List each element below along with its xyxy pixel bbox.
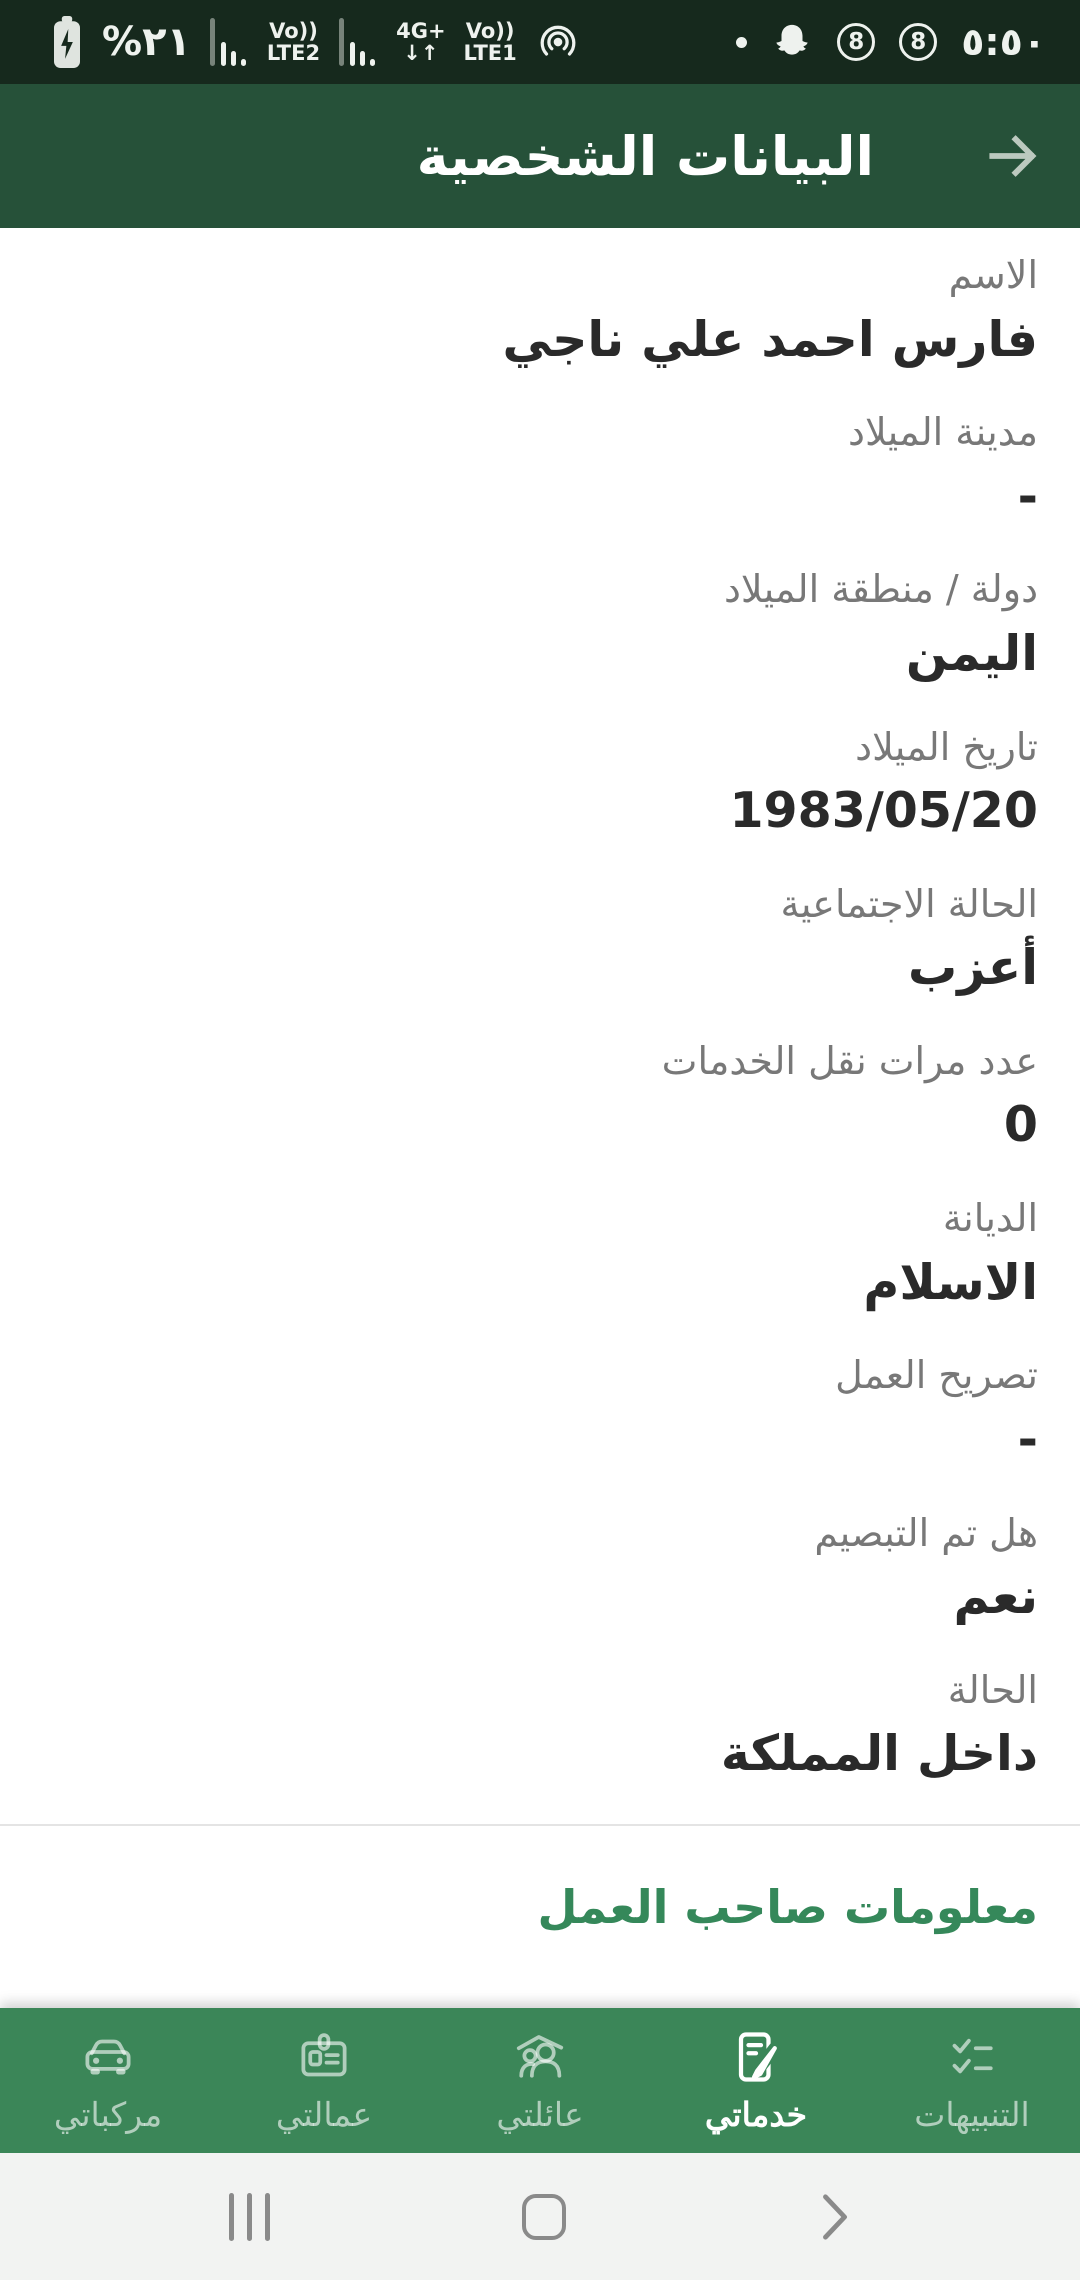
field-label: الاسم xyxy=(948,253,1038,297)
field-value: اليمن xyxy=(905,624,1038,682)
document-edit-icon xyxy=(726,2027,786,2087)
section-divider xyxy=(0,1824,1080,1826)
field-label: الديانة xyxy=(942,1196,1038,1241)
volte-sim2-indicator: Vo)) LTE1 xyxy=(463,18,517,65)
nav-item-services[interactable] xyxy=(648,2008,864,2153)
nav-label: التنبيهات xyxy=(914,2096,1030,2133)
field-label: الحالة الاجتماعية xyxy=(780,881,1038,926)
arrow-right-icon xyxy=(982,125,1044,187)
app-bar xyxy=(0,84,1080,228)
car-icon xyxy=(78,2027,138,2087)
field-label: دولة / منطقة الميلاد xyxy=(723,567,1038,612)
field-status xyxy=(42,1667,1038,1786)
status-bar-right xyxy=(736,20,1046,64)
field-religion xyxy=(42,1195,1038,1314)
back-button[interactable] xyxy=(982,125,1044,187)
nav-item-workers[interactable] xyxy=(216,2008,432,2153)
notification-dot-icon xyxy=(736,37,747,48)
status-bar-left xyxy=(50,16,581,68)
recents-button[interactable] xyxy=(229,2193,270,2241)
field-value: - xyxy=(1017,1410,1038,1468)
field-birth-city xyxy=(42,409,1038,528)
network-4g-indicator: 4G+ ↓↑ xyxy=(396,18,446,65)
field-name xyxy=(42,252,1038,371)
signal-bars-icon xyxy=(338,16,378,68)
field-value: 0 xyxy=(1003,1096,1038,1154)
back-nav-button[interactable] xyxy=(818,2189,852,2245)
nav-label: خدماتي xyxy=(704,2096,808,2133)
clock: ٥:٥٠ xyxy=(961,20,1046,64)
recents-icon xyxy=(229,2193,270,2241)
field-label: تصريح العمل xyxy=(835,1353,1038,1398)
home-button[interactable] xyxy=(522,2194,566,2240)
field-birth-date xyxy=(42,724,1038,843)
field-fingerprinted xyxy=(42,1510,1038,1629)
field-value: فارس احمد علي ناجي xyxy=(502,310,1038,368)
battery-charging-icon xyxy=(50,16,84,68)
field-value: - xyxy=(1017,467,1038,525)
nav-item-vehicles[interactable] xyxy=(0,2008,216,2153)
chevron-right-icon xyxy=(818,2189,852,2245)
field-value: أعزب xyxy=(908,939,1038,997)
id-badge-icon xyxy=(294,2027,354,2087)
nav-label: مركباتي xyxy=(53,2096,163,2133)
field-label: تاريخ الميلاد xyxy=(855,724,1038,769)
app-notification-badge-icon: 8 xyxy=(837,23,875,61)
battery-percent: %٢١ xyxy=(102,19,191,65)
home-icon xyxy=(522,2194,566,2240)
nav-label: عائلتي xyxy=(496,2096,584,2133)
checklist-icon xyxy=(942,2027,1002,2087)
page-title: البيانات الشخصية xyxy=(416,124,874,188)
field-birth-country xyxy=(42,566,1038,685)
field-label: مدينة الميلاد xyxy=(848,410,1038,455)
field-service-transfers xyxy=(42,1038,1038,1157)
signal-bars-icon xyxy=(209,16,249,68)
hotspot-icon xyxy=(535,19,581,65)
bottom-navigation xyxy=(0,2008,1080,2153)
personal-data-scroll-area[interactable] xyxy=(0,228,1080,1938)
field-marital-status xyxy=(42,881,1038,1000)
family-icon xyxy=(510,2027,570,2087)
snapchat-ghost-icon xyxy=(771,20,813,64)
nav-item-family[interactable] xyxy=(432,2008,648,2153)
status-bar xyxy=(0,0,1080,84)
field-value: 1983/05/20 xyxy=(729,782,1038,840)
nav-label: عمالتي xyxy=(275,2096,373,2133)
field-label: الحالة xyxy=(947,1667,1038,1712)
field-value: الاسلام xyxy=(863,1253,1038,1311)
field-work-permit xyxy=(42,1352,1038,1471)
field-label: عدد مرات نقل الخدمات xyxy=(661,1038,1038,1083)
field-value: نعم xyxy=(953,1568,1038,1625)
volte-sim1-indicator: Vo)) LTE2 xyxy=(266,18,321,65)
android-navigation-bar xyxy=(0,2153,1080,2280)
field-label: هل تم التبصيم xyxy=(814,1510,1038,1555)
employer-info-section-header: معلومات صاحب العمل xyxy=(537,1879,1038,1934)
field-value: داخل المملكة xyxy=(720,1725,1038,1783)
app-notification-badge-icon: 8 xyxy=(899,23,937,61)
nav-item-alerts[interactable] xyxy=(864,2008,1080,2153)
